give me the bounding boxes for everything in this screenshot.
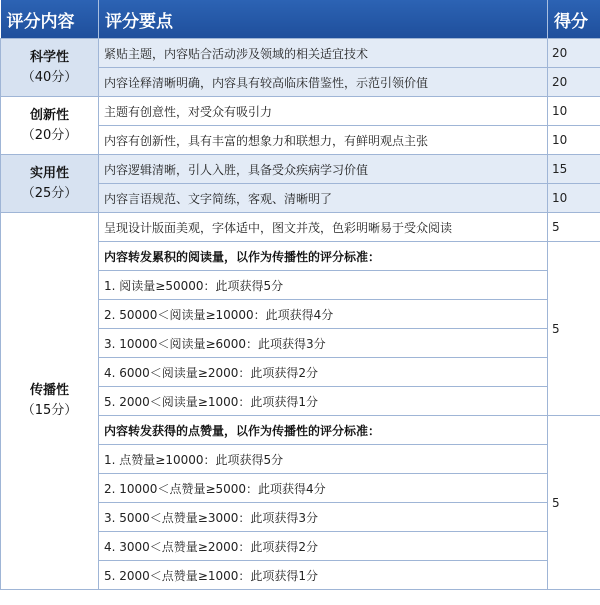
criterion-score: 10 xyxy=(548,126,600,155)
category-weight: （20分） xyxy=(21,127,78,143)
criterion-score: 15 xyxy=(548,155,600,184)
header-row xyxy=(1,0,600,39)
likes-tier-item: 3. 5000＜点赞量≥3000：此项获得3分 xyxy=(99,503,548,532)
reads-tier-item: 5. 2000＜阅读量≥1000：此项获得1分 xyxy=(99,387,548,416)
criterion-text: 内容逻辑清晰，引人入胜，具备受众疾病学习价值 xyxy=(99,155,548,184)
category-label: 实用性 xyxy=(29,165,69,181)
reads-tier-item: 1. 阅读量≥50000：此项获得5分 xyxy=(99,271,548,300)
reads-tier-item: 4. 6000＜阅读量≥2000：此项获得2分 xyxy=(99,358,548,387)
category-practical xyxy=(1,155,99,213)
header-criteria: 评分内容 xyxy=(1,0,99,39)
criterion-text: 内容言语规范、文字简练，客观、清晰明了 xyxy=(99,184,548,213)
reads-criterion-score: 5 xyxy=(548,242,600,416)
category-innovation xyxy=(1,97,99,155)
header-points: 评分要点 xyxy=(99,0,548,39)
likes-criterion-heading: 内容转发获得的点赞量，以作为传播性的评分标准： xyxy=(99,416,548,445)
likes-tier-item: 1. 点赞量≥10000：此项获得5分 xyxy=(99,445,548,474)
category-label: 传播性 xyxy=(29,383,69,398)
category-weight: （15分） xyxy=(21,403,78,418)
reads-tier-item: 2. 50000＜阅读量≥10000：此项获得4分 xyxy=(99,300,548,329)
likes-tier-item: 4. 3000＜点赞量≥2000：此项获得2分 xyxy=(99,532,548,561)
reads-tier-item: 3. 10000＜阅读量≥6000：此项获得3分 xyxy=(99,329,548,358)
criterion-text: 紧贴主题，内容贴合活动涉及领域的相关适宜技术 xyxy=(99,39,548,68)
category-label: 创新性 xyxy=(29,107,69,123)
category-weight: （25分） xyxy=(21,185,78,201)
criterion-text: 呈现设计版面美观，字体适中，图文并茂，色彩明晰易于受众阅读 xyxy=(99,213,548,242)
likes-criterion-score: 5 xyxy=(548,416,600,590)
header-score: 得分 xyxy=(548,0,600,39)
category-label: 科学性 xyxy=(29,49,69,65)
likes-tier-item: 2. 10000＜点赞量≥5000：此项获得4分 xyxy=(99,474,548,503)
criterion-score: 20 xyxy=(548,68,600,97)
criterion-text: 内容诠释清晰明确，内容具有较高临床借鉴性，示范引领价值 xyxy=(99,68,548,97)
criterion-score: 20 xyxy=(548,39,600,68)
reads-criterion-heading: 内容转发累积的阅读量，以作为传播性的评分标准： xyxy=(99,242,548,271)
criterion-score: 5 xyxy=(548,213,600,242)
likes-tier-item: 5. 2000＜点赞量≥1000：此项获得1分 xyxy=(99,561,548,590)
table-row xyxy=(1,213,600,242)
table-row xyxy=(1,97,600,126)
table-row xyxy=(1,155,600,184)
criterion-score: 10 xyxy=(548,184,600,213)
table-row xyxy=(1,39,600,68)
category-spread xyxy=(1,213,99,590)
criterion-score: 10 xyxy=(548,97,600,126)
category-weight: （40分） xyxy=(21,69,78,85)
category-scientific xyxy=(1,39,99,97)
criterion-text: 内容有创新性，具有丰富的想象力和联想力，有鲜明观点主张 xyxy=(99,126,548,155)
criterion-text: 主题有创意性，对受众有吸引力 xyxy=(99,97,548,126)
